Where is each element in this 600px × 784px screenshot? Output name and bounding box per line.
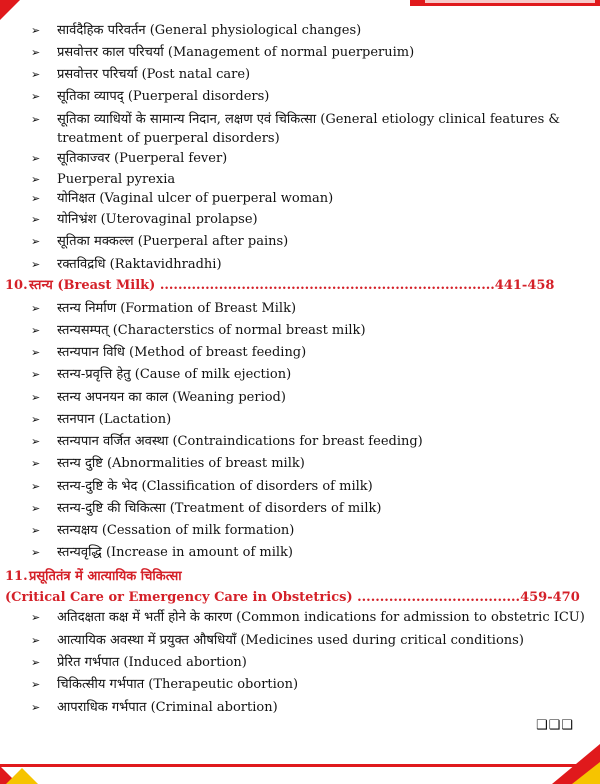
list-item: ➢ स्तन्यक्षय (Cessation of milk formation) <box>31 520 591 542</box>
arrow-bullet-icon: ➢ <box>31 546 41 559</box>
footer-rule <box>0 764 600 767</box>
arrow-bullet-icon: ➢ <box>31 634 41 647</box>
section-title: स्तन्य (Breast Milk) <box>29 278 156 293</box>
corner-decoration-bottom-left <box>0 744 40 784</box>
arrow-bullet-icon: ➢ <box>31 24 41 37</box>
arrow-bullet-icon: ➢ <box>31 656 41 669</box>
leader-dots: .......................................................................... <box>155 278 495 293</box>
list-item: ➢ स्तन्य-प्रवृत्ति हेतु (Cause of milk ejection) <box>31 364 591 386</box>
arrow-bullet-icon: ➢ <box>31 113 41 126</box>
list-item: ➢ स्तन्यपान विधि (Method of breast feeding) <box>31 342 591 364</box>
list-item: ➢ योनिभ्रंश (Uterovaginal prolapse) <box>31 209 591 231</box>
section-heading-critical-care: 11.प्रसूतितंत्र में आत्यायिक चिकित्सा <box>5 569 182 584</box>
section-subtitle: (Critical Care or Emergency Care in Obstetrics) <box>5 590 353 605</box>
corner-decoration-bottom-right <box>542 740 600 784</box>
list-item: ➢ सूतिका मक्कल्ल (Puerperal after pains) <box>31 231 591 253</box>
arrow-bullet-icon: ➢ <box>31 391 41 404</box>
list-item: ➢ सार्वदैहिक परिवर्तन (General physiological changes) <box>31 20 591 42</box>
arrow-bullet-icon: ➢ <box>31 324 41 337</box>
arrow-bullet-icon: ➢ <box>31 90 41 103</box>
arrow-bullet-icon: ➢ <box>31 152 41 165</box>
arrow-bullet-icon: ➢ <box>31 302 41 315</box>
list-item: ➢ योनिक्षत (Vaginal ulcer of puerperal woman) <box>31 188 591 210</box>
arrow-bullet-icon: ➢ <box>31 502 41 515</box>
list-item: ➢ स्तनपान (Lactation) <box>31 409 591 431</box>
arrow-bullet-icon: ➢ <box>31 368 41 381</box>
arrow-bullet-icon: ➢ <box>31 46 41 59</box>
list-item: ➢ प्रसवोत्तर परिचर्या (Post natal care) <box>31 64 591 86</box>
list-item: ➢ स्तन्यवृद्धि (Increase in amount of milk) <box>31 542 591 564</box>
list-item: ➢ स्तन्यपान वर्जित अवस्था (Contraindications for breast feeding) <box>31 431 591 453</box>
section-subtitle-critical-care <box>5 587 580 609</box>
arrow-bullet-icon: ➢ <box>31 192 41 205</box>
arrow-bullet-icon: ➢ <box>31 235 41 248</box>
end-of-section-marks: ❑❑❑ <box>536 718 574 733</box>
list-item: ➢ चिकित्सीय गर्भपात (Therapeutic obortion) <box>31 674 591 696</box>
list-item: ➢ स्तन्य-दुष्टि की चिकित्सा (Treatment of disorders of milk) <box>31 498 591 520</box>
list-item: ➢ सूतिका व्यापद् (Puerperal disorders) <box>31 86 591 108</box>
list-item: ➢ स्तन्य दुष्टि (Abnormalities of breast milk) <box>31 453 591 475</box>
list-item: ➢ स्तन्य-दुष्टि के भेद (Classification of disorders of milk) <box>31 476 591 498</box>
arrow-bullet-icon: ➢ <box>31 678 41 691</box>
leader-dots: .................................... <box>352 590 521 605</box>
arrow-bullet-icon: ➢ <box>31 173 41 186</box>
arrow-bullet-icon: ➢ <box>31 480 41 493</box>
arrow-bullet-icon: ➢ <box>31 611 41 624</box>
list-item: ➢ स्तन्य निर्माण (Formation of Breast Milk) <box>31 298 591 320</box>
corner-decoration-top-left <box>0 0 20 20</box>
list-item: ➢ आत्यायिक अवस्था में प्रयुक्त औषधियाँ (Medicines used during critical conditions) <box>31 630 591 652</box>
list-item: ➢ अतिदक्षता कक्ष में भर्ती होने के कारण (Common indications for admission to obstetric ICU) <box>31 607 591 629</box>
arrow-bullet-icon: ➢ <box>31 346 41 359</box>
arrow-bullet-icon: ➢ <box>31 413 41 426</box>
header-band-highlight <box>425 0 595 3</box>
list-item: ➢ स्तन्यसम्पत् (Characterstics of normal breast milk) <box>31 320 591 342</box>
page-range: 459-470 <box>520 590 580 605</box>
arrow-bullet-icon: ➢ <box>31 701 41 714</box>
list-item: ➢ Puerperal pyrexia <box>31 169 591 191</box>
arrow-bullet-icon: ➢ <box>31 435 41 448</box>
arrow-bullet-icon: ➢ <box>31 457 41 470</box>
section-heading-breast-milk: 10.स्तन्य (Breast Milk) ..........................................................................441-458 <box>5 278 555 293</box>
list-item: ➢ प्रेरित गर्भपात (Induced abortion) <box>31 652 591 674</box>
list-item: ➢ सूतिका व्याधियों के सामान्य निदान, लक्षण एवं चिकित्सा (General etiology clinical features & treatment of puerperal disorders) <box>31 112 560 146</box>
page-range: 441-458 <box>494 278 555 293</box>
list-item: ➢ सूतिकाज्वर (Puerperal fever) <box>31 148 591 170</box>
arrow-bullet-icon: ➢ <box>31 213 41 226</box>
arrow-bullet-icon: ➢ <box>31 68 41 81</box>
arrow-bullet-icon: ➢ <box>31 524 41 537</box>
arrow-bullet-icon: ➢ <box>31 258 41 271</box>
list-item: ➢ आपराधिक गर्भपात (Criminal abortion) <box>31 697 591 719</box>
list-item: ➢ रक्तविद्रधि (Raktavidhradhi) <box>31 254 591 276</box>
section-title: प्रसूतितंत्र में आत्यायिक चिकित्सा <box>29 569 182 584</box>
list-item: ➢ स्तन्य अपनयन का काल (Weaning period) <box>31 387 591 409</box>
list-item: ➢ प्रसवोत्तर काल परिचर्या (Management of normal puerperuim) <box>31 42 591 64</box>
